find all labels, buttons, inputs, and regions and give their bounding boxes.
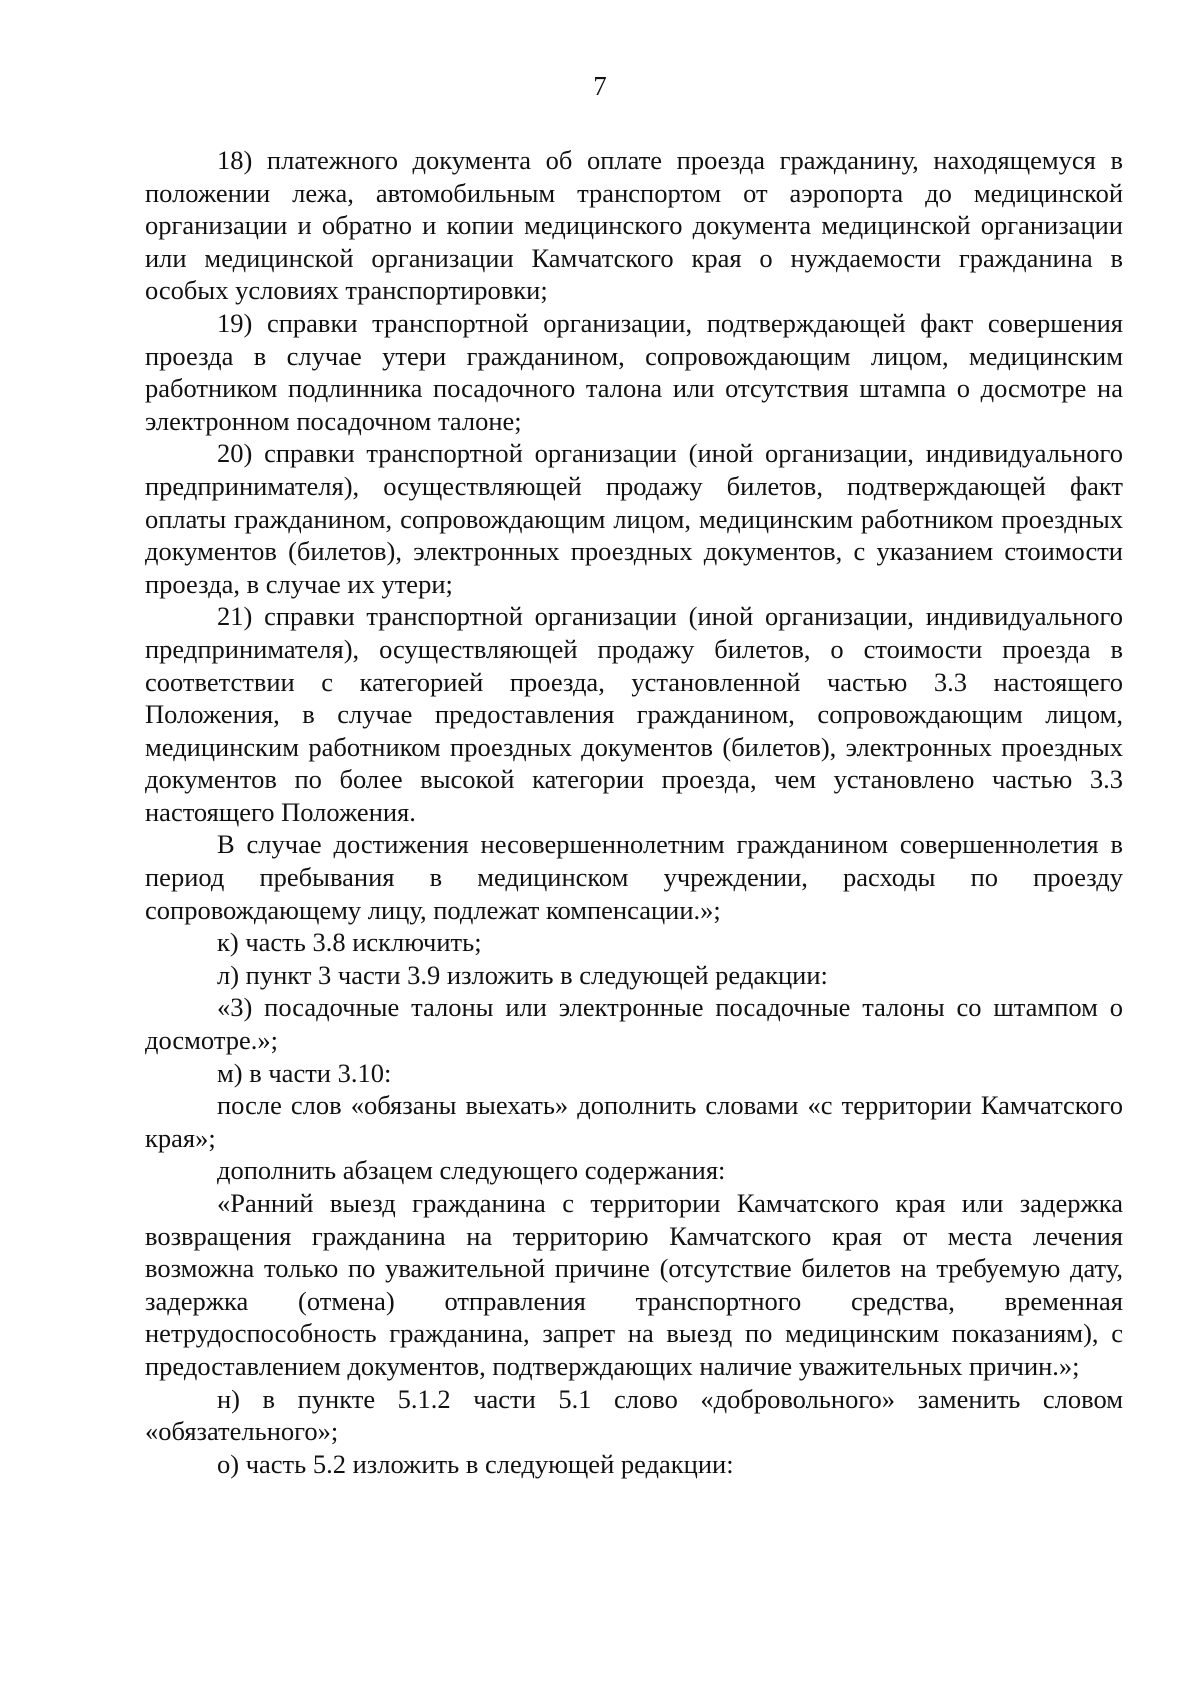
paragraph-k: к) часть 3.8 исключить; [217, 927, 482, 958]
paragraph-minor-companion: В случае достижения несовершеннолетним гражданином совершеннолетия в период пребывания в медицинском учреждении, расходы по проезду сопровождающему лицу, подлежат компенсации.»; [145, 829, 1123, 925]
paragraph-l: л) пункт 3 части 3.9 изложить в следующей редакции: [217, 959, 828, 990]
paragraph-item-20: 20) справки транспортной организации (иной организации, индивидуального предпринимателя), осуществляющей продажу билетов, подтверждающей факт оплаты гражданином, сопровождающим лицом, медицинским работником проездных документов (билетов), электронных проездных документов, с указанием стоимости проезда, в случае их утери; [145, 438, 1123, 599]
paragraph-m-add-abzac: дополнить абзацем следующего содержания: [217, 1155, 726, 1186]
paragraph-l-quote: «3) посадочные талоны или электронные посадочные талоны со штампом о досмотре.»; [145, 992, 1123, 1056]
paragraph-early-departure-quote: «Ранний выезд гражданина с территории Камчатского края или задержка возвращения гражданина на территорию Камчатского края от места лечения возможна только по уважительной причине (отсутствие билетов на требуемую дату, задержка (отмена) отправления транспортного средства, временная нетрудоспособность гражданина, запрет на выезд по медицинским показаниям), с предоставлением документов, подтверждающих наличие уважительных причин.»; [145, 1188, 1123, 1381]
paragraph-item-21: 21) справки транспортной организации (иной организации, индивидуального предпринимателя), осуществляющей продажу билетов, о стоимости проезда в соответствии с категорией проезда, установленной частью 3.3 настоящего Положения, в случае предоставления гражданином, сопровождающим лицом, медицинским работником проездных документов (билетов), электронных проездных документов по более высокой категории проезда, чем установлено частью 3.3 настоящего Положения. [145, 601, 1123, 827]
document-body [145, 144, 1123, 1480]
paragraph-m-after-words: после слов «обязаны выехать» дополнить словами «с территории Камчатского края»; [145, 1090, 1123, 1153]
paragraph-m: м) в части 3.10: [217, 1057, 392, 1088]
page-number: 7 [593, 71, 607, 101]
paragraph-o: о) часть 5.2 изложить в следующей редакции: [217, 1448, 734, 1479]
paragraph-item-19: 19) справки транспортной организации, подтверждающей факт совершения проезда в случае утери гражданином, сопровождающим лицом, медицинским работником подлинника посадочного талона или отсутствия штампа о досмотре на электронном посадочном талоне; [145, 307, 1123, 436]
paragraph-n: н) в пункте 5.1.2 части 5.1 слово «добровольного» заменить словом «обязательного»; [145, 1383, 1123, 1447]
paragraph-item-18: 18) платежного документа об оплате проезда гражданину, находящемуся в положении лежа, автомобильным транспортом от аэропорта до медицинской организации и обратно и копии медицинского документа медицинской организации или медицинской организации Камчатского края о нуждаемости гражданина в особых условиях транспортировки; [145, 145, 1123, 306]
